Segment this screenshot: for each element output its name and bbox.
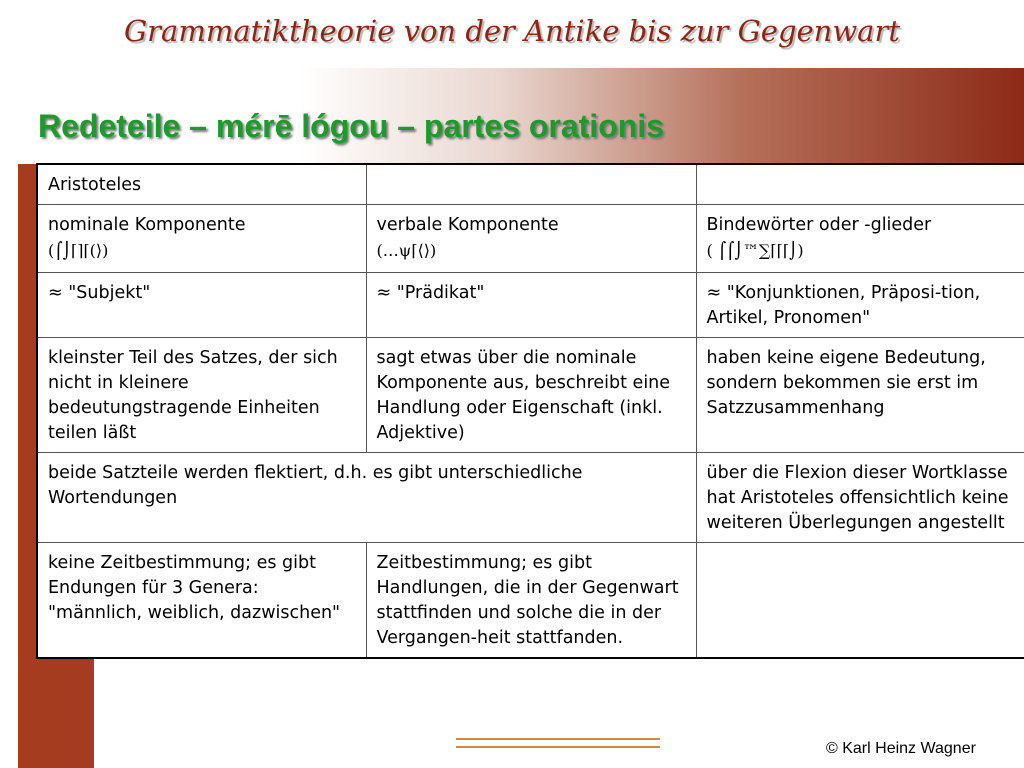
table-cell: Aristoteles <box>37 164 366 205</box>
table-cell: kleinster Teil des Satzes, der sich nicht in kleinere bedeutungstragende Einheiten teilen läßt <box>37 338 366 453</box>
table-cell: über die Flexion dieser Wortklasse hat Aristoteles offensichtlich keine weiteren Überlegungen angestellt <box>696 453 1024 543</box>
greek-term: ( ⌠⌠⌡™∑⌈⌈⌈⌡) <box>706 241 804 260</box>
table-cell: Zeitbestimmung; es gibt Handlungen, die in der Gegenwart stattfinden und solche die in der Vergangen-heit stattfanden. <box>366 543 696 659</box>
greek-term: (⌠⌡⌈⌉⌈(⟩) <box>48 241 109 260</box>
slide-title: Redeteile – mérē lógou – partes orationis <box>38 108 664 144</box>
table-row <box>37 164 1024 205</box>
cell-label: verbale Komponente <box>376 215 559 235</box>
table-cell <box>696 205 1024 273</box>
bottom-decoration <box>456 738 660 748</box>
table-row <box>37 338 1024 453</box>
cell-label: Bindewörter oder -glieder <box>706 215 932 235</box>
table-cell: keine Zeitbestimmung; es gibt Endungen für 3 Genera: "männlich, weiblich, dazwischen" <box>37 543 366 659</box>
table-cell <box>37 205 366 273</box>
header-title: Grammatiktheorie von der Antike bis zur Gegenwart <box>124 14 900 48</box>
table-row <box>37 543 1024 659</box>
table-cell: ≈ "Prädikat" <box>366 273 696 338</box>
greek-term: (…ψ⌈⟨⟩) <box>376 241 437 260</box>
copyright-footer: © Karl Heinz Wagner <box>826 740 976 757</box>
table-row <box>37 453 1024 543</box>
table-cell <box>366 164 696 205</box>
cell-label: nominale Komponente <box>48 215 246 235</box>
table-cell <box>696 164 1024 205</box>
redeteile-table <box>36 163 1024 659</box>
table-cell: ≈ "Subjekt" <box>37 273 366 338</box>
table-cell: haben keine eigene Bedeutung, sondern bekommen sie erst im Satzzusammenhang <box>696 338 1024 453</box>
table-cell <box>696 543 1024 659</box>
table-cell <box>366 205 696 273</box>
table-cell: sagt etwas über die nominale Komponente aus, beschreibt eine Handlung oder Eigenschaft (inkl. Adjektive) <box>366 338 696 453</box>
table-cell: beide Satzteile werden flektiert, d.h. es gibt unterschiedliche Wortendungen <box>37 453 696 543</box>
table-row <box>37 205 1024 273</box>
table-cell: ≈ "Konjunktionen, Präposi-tion, Artikel, Pronomen" <box>696 273 1024 338</box>
table-row <box>37 273 1024 338</box>
